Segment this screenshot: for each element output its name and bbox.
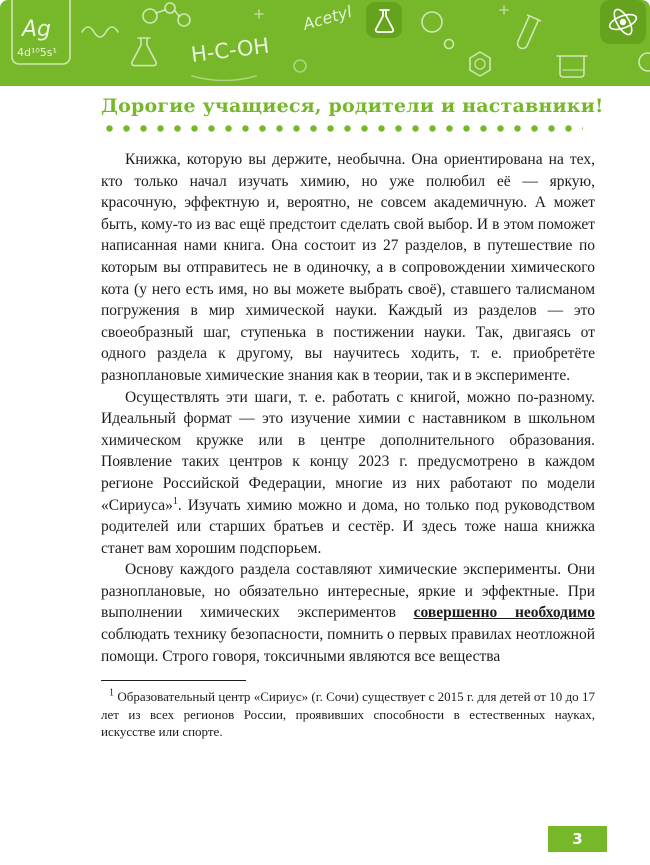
paragraph-1-text: Книжка, которую вы держите, необычна. Она ориентирована на тех, кто только начал изучать химию, но уже полюбил её — яркую, красочную, эффектную и, вероятно, не совсем академичную. А может быть, кому-то из вас ещё предстоит сделать свой выбор. И в этом поможет написанная нами книга. Она состоит из 27 разделов, в путешествие по которым вы отправитесь не в одиночку, а в сопровождении химического кота (у него есть имя, но вы можете выбрать своё), ставшего талисманом погружения в мир химической науки. Каждый из разделов — это своеобразный шаг, ступенька в постижении науки. Так, двигаясь от одного раздела к другому, вы научитесь ходить, т. е. приобретёте разноплановые химические знания как в теории, так и в эксперименте.: [101, 151, 595, 384]
bubble-doodle: [639, 53, 650, 71]
molecule-icon: [143, 3, 190, 26]
banner-doodles: [0, 0, 650, 86]
paragraph-3-text: Основу каждого раздела составляют химические эксперименты. Они разноплановые, но обязательно интересные, яркие и эффектные. При выполнении химических экспериментов: [101, 561, 595, 622]
benzene-ring-icon: [470, 52, 490, 76]
paragraph-3-text-cont: соблюдать технику безопасности, помнить о первых правилах неотложной помощи. Строго говоря, токсичными являются все вещества: [101, 626, 595, 665]
curve-doodle: [192, 76, 256, 81]
paragraph-3: [101, 559, 595, 667]
element-config-text: 4d¹⁰5s¹: [17, 46, 57, 59]
page-content: [101, 95, 604, 741]
squiggle-doodle: [82, 27, 118, 37]
footnote-marker: 1: [109, 687, 114, 699]
flask-icon: [132, 38, 157, 66]
atom-badge: [600, 0, 646, 44]
flask-badge: [366, 2, 402, 38]
title-dots-divider: [101, 125, 583, 132]
paragraph-2-text: Осуществлять эти шаги, т. е. работать с книгой, можно по-разному. Идеальный формат — это изучение химии с наставником в школьном химическом кружке или в центре дополнительного образования. Появление таких центров к концу 2023 г. предусмотрено в каждом регионе Российской Федерации, многие из них работают по модели «Сириуса»: [101, 388, 595, 514]
body-text: [101, 149, 595, 667]
page-number-badge: 3: [548, 826, 607, 852]
plus-doodle: [500, 6, 508, 14]
test-tube-icon: [514, 15, 540, 51]
paragraph-2-text-cont: . Изучать химию можно и дома, но только под руководством родителей или старших братьев и сестёр. И здесь тоже наша книжка станет вам хорошим подспорьем.: [101, 496, 595, 557]
bubble-doodle: [294, 60, 306, 72]
acetyl-doodle-text: Acetyl: [300, 1, 354, 34]
bubble-doodle: [422, 12, 442, 32]
header-banner: [0, 0, 650, 86]
paragraph-2: [101, 387, 595, 560]
footnote: [101, 688, 595, 741]
footnote-divider: [101, 680, 246, 681]
bubble-doodle: [445, 40, 454, 49]
footnote-marker-inline: 1: [172, 495, 178, 507]
element-symbol-text: Ag: [22, 17, 52, 42]
emphasized-phrase: совершенно необходимо: [413, 604, 595, 622]
plus-doodle: [255, 10, 263, 18]
page-title: Дорогие учащиеся, родители и наставники!: [101, 95, 604, 117]
paragraph-1: [101, 149, 595, 387]
footnote-text: Образовательный центр «Сириус» (г. Сочи) существует с 2015 г. для детей от 10 до 17 лет из всех регионов России, проявивших способности в естественных науках, искусстве или спорте.: [101, 689, 596, 740]
beaker-icon: [557, 56, 587, 77]
formula-doodle-text: H-C-OH: [189, 33, 271, 67]
